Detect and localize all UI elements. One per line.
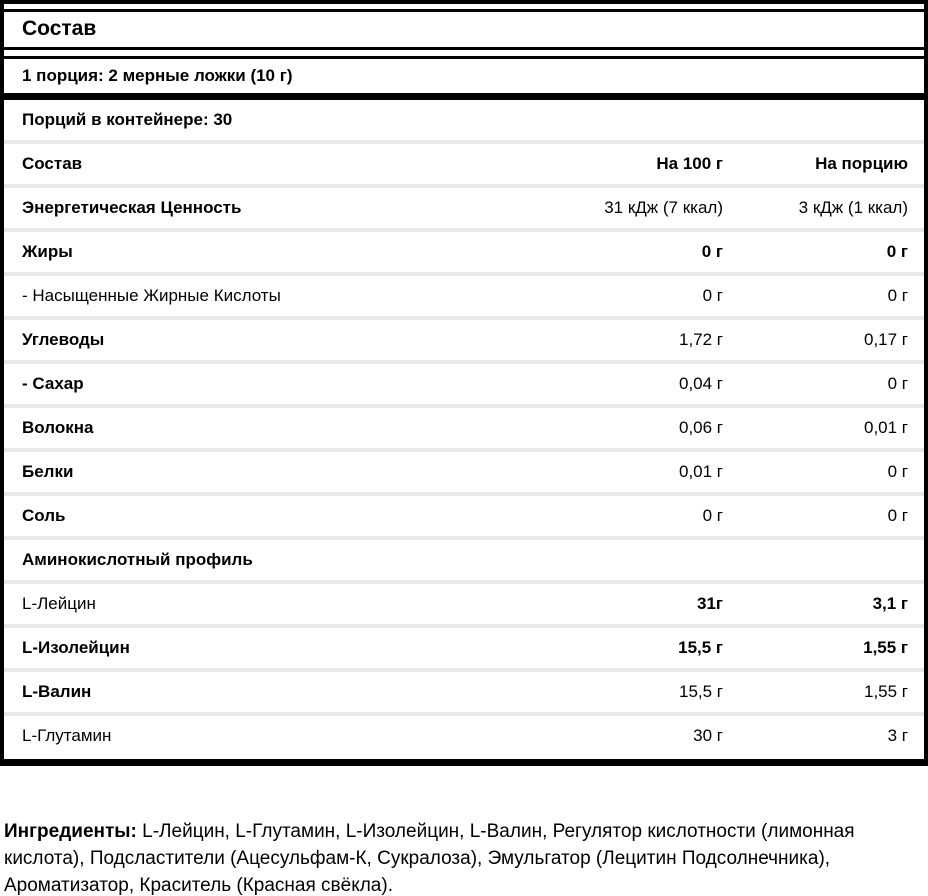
row-label: L-Глутамин	[22, 726, 112, 745]
table-row	[4, 404, 924, 448]
row-label: - Насыщенные Жирные Кислоты	[22, 286, 281, 305]
section-header-row	[4, 536, 924, 580]
table-row	[4, 668, 924, 712]
table-row	[4, 228, 924, 272]
ingredients-text: L-Лейцин, L-Глутамин, L-Изолейцин, L-Валин, Регулятор кислотности (лимонная кислота), Подсластители (Ацесульфам-К, Сукралоза), Эмульгатор (Лецитин Подсолнечника), Ароматизатор, Краситель (Красная свёкла).	[4, 821, 855, 896]
header-per-100g: На 100 г	[656, 154, 723, 173]
row-label: Белки	[22, 462, 74, 481]
row-label: Углеводы	[22, 330, 105, 349]
table-row	[4, 624, 924, 668]
row-label: Энергетическая Ценность	[22, 198, 242, 217]
row-label: Аминокислотный профиль	[22, 550, 253, 569]
row-label: - Сахар	[22, 374, 84, 393]
row-value-per-100g: 0 г	[702, 506, 723, 525]
row-value-per-100g: 0,06 г	[678, 418, 723, 437]
row-label: Волокна	[22, 418, 94, 437]
table-row	[4, 184, 924, 228]
row-value-per-serving: 1,55 г	[863, 638, 908, 657]
row-value-per-100g: 0,01 г	[678, 462, 723, 481]
row-value-per-100g: 31 кДж (7 ккал)	[604, 198, 723, 217]
row-value-per-100g: 15,5 г	[678, 682, 723, 701]
row-value-per-100g: 15,5 г	[678, 638, 723, 657]
header-per-serving: На порцию	[815, 154, 908, 173]
table-row	[4, 712, 924, 756]
row-value-per-100g: 30 г	[693, 726, 723, 745]
row-value-per-100g: 0 г	[701, 242, 723, 261]
row-value-per-100g: 31г	[697, 594, 723, 613]
table-row	[4, 492, 924, 536]
row-value-per-serving: 3,1 г	[872, 594, 908, 613]
table-row	[4, 272, 924, 316]
row-value-per-serving: 0 г	[887, 286, 908, 305]
row-value-per-serving: 0 г	[887, 374, 908, 393]
row-value-per-serving: 0,17 г	[863, 330, 908, 349]
table-title: Состав	[4, 9, 924, 50]
facts-body	[4, 184, 924, 756]
serving-size-line: 1 порция: 2 мерные ложки (10 г)	[4, 56, 924, 100]
row-label: L-Валин	[22, 682, 92, 701]
row-value-per-100g: 0,04 г	[678, 374, 723, 393]
row-value-per-serving: 0 г	[887, 462, 908, 481]
row-label: Жиры	[22, 242, 73, 261]
row-value-per-serving: 3 кДж (1 ккал)	[798, 198, 908, 217]
row-value-per-serving: 0 г	[887, 506, 908, 525]
table-row	[4, 360, 924, 404]
row-label: L-Изолейцин	[22, 638, 130, 657]
ingredients-paragraph	[4, 818, 888, 896]
table-header-row	[4, 140, 924, 184]
row-value-per-serving: 3 г	[887, 726, 908, 745]
row-value-per-serving: 0 г	[886, 242, 908, 261]
ingredients-label: Ингредиенты:	[4, 821, 137, 842]
row-value-per-serving: 0,01 г	[863, 418, 908, 437]
row-value-per-100g: 1,72 г	[678, 330, 723, 349]
table-row	[4, 316, 924, 360]
row-label: Соль	[22, 506, 66, 525]
table-row	[4, 448, 924, 492]
servings-per-container-line: Порций в контейнере: 30	[22, 110, 233, 129]
row-label: L-Лейцин	[22, 594, 96, 613]
header-name: Состав	[22, 154, 83, 173]
row-value-per-serving: 1,55 г	[863, 682, 908, 701]
row-value-per-100g: 0 г	[702, 286, 723, 305]
table-row	[4, 580, 924, 624]
